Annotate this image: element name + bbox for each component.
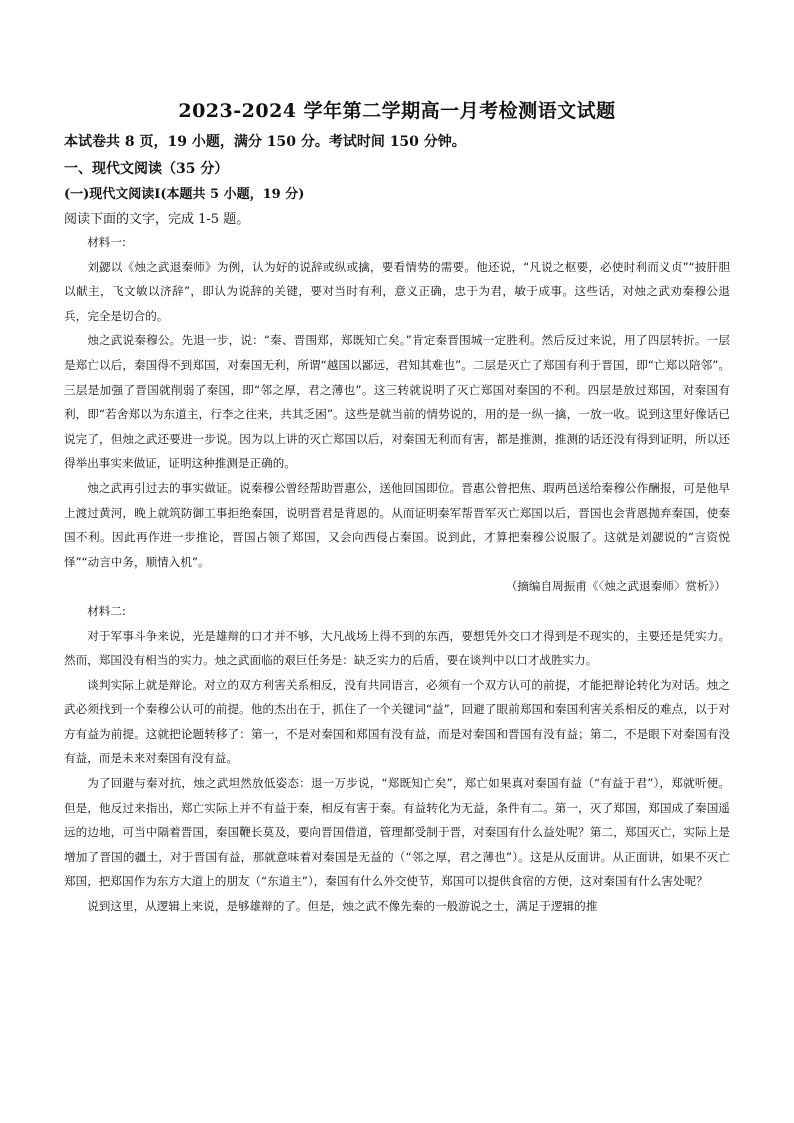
reading-passage: [64, 230, 730, 919]
material-1-paragraph: 刘勰以《烛之武退秦师》为例，认为好的说辞或纵或擒，要看情势的需要。他还说，“凡说之枢要，必使时利而义贞”“披肝胆以献主，飞文敏以济辞”，即认为说辞的关键，要对当时有利，意义正确，忠于为君，敏于成事。这些话，对烛之武劝秦穆公退兵，完全是切合的。: [64, 259, 730, 323]
material-2-paragraph: 说到这里，从逻辑上来说，是够雄辩的了。但是，烛之武不像先秦的一般游说之士，满足于逻辑的推: [87, 899, 598, 914]
material-2-paragraph: 谈判实际上就是辩论。对立的双方利害关系相反，没有共同语言，必须有一个双方认可的前提，才能把辩论转化为对话。烛之武必须找到一个秦穆公认可的前提。他的杰出在于，抓住了一个关键词“益”，回避了眼前郑国和秦国利害关系相反的难点，以于对方有益为前提。这就把论题转移了：第一，不是对秦国和郑国有没有益，而是对秦国和晋国有没有益；第二，不是眼下对秦国有没有益，而是未来对秦国有没有益。: [64, 677, 730, 766]
material-1-paragraph: 烛之武说秦穆公。先退一步，说：“秦、晋围郑，郑既知亡矣。”肯定秦晋围城一定胜利。然后反过来说，用了四层转折。一层是郑亡以后，秦国得不到郑国，对秦国无利，所谓“越国以鄙远，君知其难也”。二层是灭亡了郑国有利于晋国，即“亡郑以陪邻”。三层是加强了晋国就削弱了秦国，即“邻之厚，君之薄也”。这三转就说明了灭亡郑国对秦国的不利。四层是放过郑国，对秦国有利，即“若舍郑以为东道主，行李之往来，共其乏困”。这些是就当前的情势说的，用的是一纵一擒，一放一收。说到这里好像话已说完了，但烛之武还要进一步说。因为以上讲的灭亡郑国以后，对秦国无利而有害，都是推测，推测的话还没有得到证明，所以还得举出事实来做证，证明这种推测是正确的。: [64, 333, 730, 471]
material-1-paragraph: 烛之武再引过去的事实做证。说秦穆公曾经帮助晋惠公，送他回国即位。晋惠公曾把焦、瑕两邑送给秦穆公作酬报，可是他早上渡过黄河，晚上就筑防御工事拒绝秦国，说明晋君是背恩的。从而证明秦军帮晋军灭亡郑国以后，晋国也会背恩抛弃秦国，使秦国不利。因此再作进一步推论，晋国占领了郑国，又会向西侵占秦国。说到此，才算把秦穆公说服了。这就是刘勰说的“言资悦怿”“动言中务，顺情入机”。: [64, 480, 730, 569]
material-2-paragraph: 对于军事斗争来说，光是雄辩的口才并不够，大凡战场上得不到的东西，要想凭外交口才得到是不现实的，主要还是凭实力。然而，郑国没有相当的实力。烛之武面临的艰巨任务是：缺乏实力的后盾，要在谈判中以口才战胜实力。: [64, 628, 730, 668]
reading-instruction: 阅读下面的文字，完成 1-5 题。: [64, 212, 250, 227]
material-1-source: （摘编自周振甫《〈烛之武退秦师〉赏析》）: [505, 579, 726, 594]
material-2-label: 材料二:: [87, 603, 126, 618]
section-heading: 一、现代文阅读（35 分）: [64, 161, 229, 177]
material-2-paragraph: 为了回避与秦对抗，烛之武坦然放低姿态：退一万步说，“郑既知亡矣”，郑亡如果真对秦国有益（“有益于君”），郑就听便。但是，他反过来指出，郑亡实际上并不有益于秦，相反有害于秦。有益转化为无益，条件有二。第一，灭了郑国，郑国成了秦国遥远的边地，可当中隔着晋国，秦国鞭长莫及，要向晋国借道，管理都受制于晋，对秦国有什么益处呢？第二，郑国灭亡，实际上是增加了晋国的疆土，对于晋国有益，那就意味着对秦国是无益的（“邻之厚，君之薄也”）。这是从反面讲。从正面讲，如果不灭亡郑国，把郑国作为东方大道上的朋友（“东道主”），秦国有什么外交使节，郑国可以提供食宿的方便，这对秦国有什么害处呢？: [64, 776, 730, 889]
exam-info: 本试卷共 8 页，19 小题，满分 150 分。考试时间 150 分钟。: [64, 134, 466, 150]
subsection-heading: (一)现代文阅读Ⅰ(本题共 5 小题，19 分): [64, 187, 305, 202]
page-title: 2023-2024 学年第二学期高一月考检测语文试题: [178, 100, 616, 122]
material-1-label: 材料一:: [87, 235, 126, 249]
